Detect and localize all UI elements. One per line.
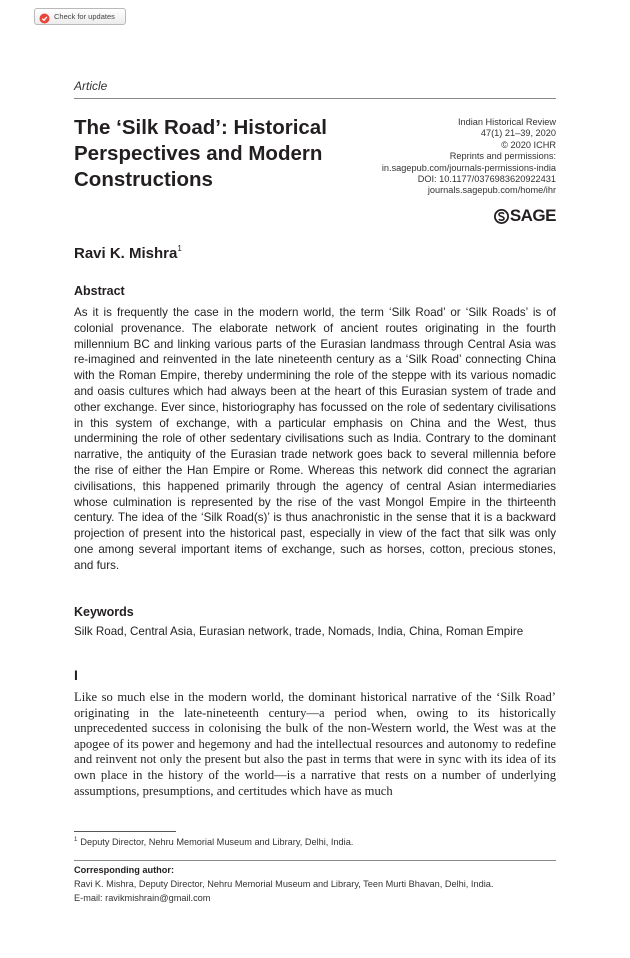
journal-volume: 47(1) 21–39, 2020 (480, 128, 556, 139)
keywords-text: Silk Road, Central Asia, Eurasian network, trade, Nomads, India, China, Roman Empire (74, 625, 524, 638)
doi-link[interactable]: DOI: 10.1177/0376983620922431 (417, 174, 556, 185)
corresponding-author-email[interactable]: E-mail: ravikmishrain@gmail.com (74, 892, 211, 903)
corresponding-author-heading: Corresponding author: (74, 865, 175, 875)
author-name-text: Ravi K. Mishra (74, 245, 178, 262)
correspondence-divider (74, 860, 556, 861)
sage-logo (494, 206, 556, 226)
author-name (74, 244, 182, 262)
check-for-updates-button[interactable] (34, 8, 126, 25)
footnote-mark: 1 (74, 837, 78, 843)
journal-homepage-link[interactable]: journals.sagepub.com/home/ihr (427, 185, 556, 196)
journal-metadata (356, 117, 556, 197)
footnote-divider (74, 831, 176, 832)
article-type-label: Article (74, 79, 108, 93)
corresponding-author-address: Ravi K. Mishra, Deputy Director, Nehru Memorial Museum and Library, Teen Murti Bhavan, Delhi, India. (74, 879, 494, 889)
footnote-text: Deputy Director, Nehru Memorial Museum and Library, Delhi, India. (80, 837, 354, 847)
author-affiliation-mark: 1 (177, 244, 182, 253)
copyright-notice: © 2020 ICHR (501, 139, 556, 150)
permissions-link[interactable]: in.sagepub.com/journals-permissions-india (381, 162, 556, 173)
abstract-heading: Abstract (74, 284, 125, 298)
sage-logo-text: SAGE (509, 206, 556, 225)
sage-s-icon (494, 208, 509, 225)
check-for-updates-label: Check for updates (54, 12, 115, 21)
title-line-3: Constructions (74, 168, 213, 191)
section-number: I (74, 667, 78, 683)
abstract-text: As it is frequently the case in the modern world, the term ‘Silk Road’ or ‘Silk Roads’ is of colonial provenance. The elaborate network of ancient routes originating in the fourth millennium BC and linking various parts of the Eurasian landmass through Central Asia was re-imagined and reinvented in the late nineteenth century as a ‘Silk Road’ connecting China with the Roman Empire, thereby undermining the role of the steppe with its various nomadic and oasis cultures which had always been at the heart of this Eurasian system of trade and other exchange. Ever since, historiography has focussed on the role of sedentary civilisations in this system of exchange, with a particular emphasis on China and the West, thus undermining the role of other sedentary civilisations such as India. Contrary to the dominant narrative, the antiquity of the Eurasian trade network goes back to several millennia before the rise of either the Han Empire or Rome. Whereas this network did connect the agrarian civilisations, this happened primarily through the agency of central Asian intermediaries whose culmination is represented by the rise of the vast Mongol Empire in the thirteenth century. The idea of the ‘Silk Road(s)’ is thus anachronistic in the sense that it is a backward projection of present into the historical past, especially in view of the fact that silk was only one among several important items of exchange, such as horses, cotton, precious stones, and furs. (74, 306, 556, 572)
footnote (74, 837, 353, 847)
header-divider (74, 98, 556, 99)
article-title (74, 115, 374, 193)
keywords-heading: Keywords (74, 605, 134, 619)
journal-name: Indian Historical Review (457, 117, 556, 127)
check-for-updates-icon (39, 11, 50, 22)
corresponding-author-details (74, 878, 493, 905)
reprints-label: Reprints and permissions: (449, 151, 556, 162)
section-body-text: Like so much else in the modern world, the dominant historical narrative of the ‘Silk Road’ originating in the late-nineteenth century—a period when, owing to its historically unprecedented success in colonising the bulk of the non-Western world, the West was at the apogee of its power and hegemony and had the intellectual resources and autonomy to redefine and reinvent not only the present but also the past in terms that were in sync with its idea of its own place in the history of the world—is a narrative that rests on a number of underlying assumptions, presumptions, and certitudes which have as much (74, 690, 556, 798)
title-line-1: The ‘Silk Road’: Historical (74, 116, 327, 139)
title-line-2: Perspectives and Modern (74, 142, 323, 165)
